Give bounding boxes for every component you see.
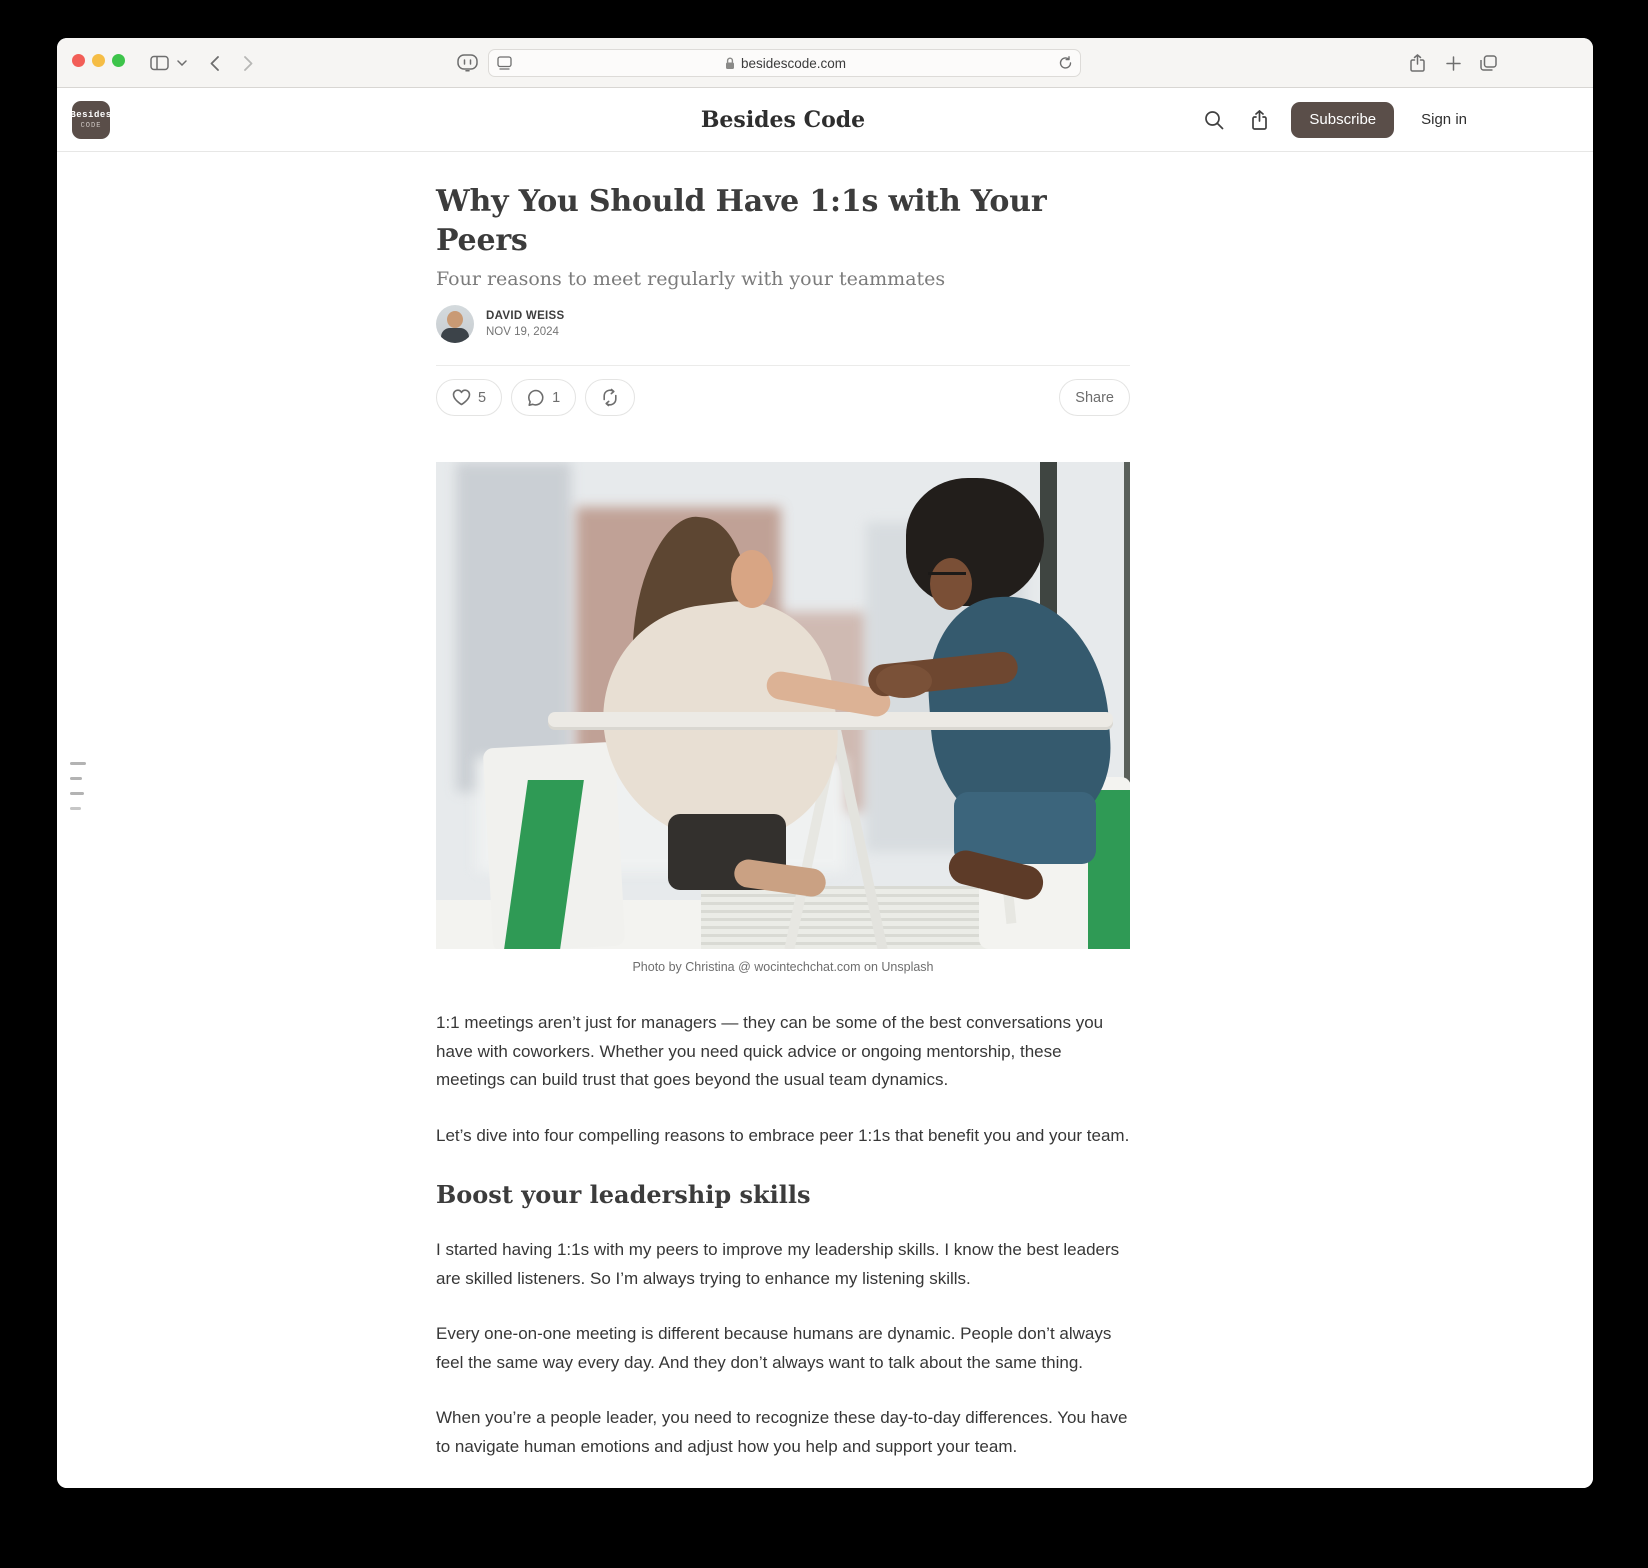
lock-icon (725, 57, 735, 70)
article (436, 152, 1130, 1461)
share-label: Share (1075, 389, 1114, 406)
close-window-button[interactable] (72, 54, 85, 67)
share-post-icon[interactable] (1246, 107, 1272, 133)
signin-link[interactable]: Sign in (1421, 111, 1467, 128)
paragraph: Every one-on-one meeting is different because humans are dynamic. People don’t always feel the same way every day. And they don’t always want to talk about the same thing. (436, 1324, 1112, 1372)
site-header (57, 88, 1593, 152)
right-person-face (930, 558, 972, 610)
hero-image (436, 462, 1130, 949)
avatar-body-shape (441, 328, 469, 343)
paragraph: I started having 1:1s with my peers to improve my leadership skills. I know the best leaders are skilled listeners. So I’m always trying to enhance my listening skills. (436, 1240, 1120, 1288)
url-text: besidescode.com (740, 55, 847, 71)
like-count: 5 (478, 389, 487, 406)
back-button[interactable] (200, 49, 228, 77)
post-subtitle: Four reasons to meet regularly with your teammates (436, 268, 946, 290)
refresh-icon[interactable] (1059, 56, 1072, 70)
restack-button[interactable] (585, 379, 635, 416)
post-title: Why You Should Have 1:1s with Your Peers (436, 184, 1047, 258)
image-caption[interactable]: Photo by Christina @ wocintechchat.com on Unsplash (632, 960, 934, 974)
author-avatar[interactable] (436, 305, 474, 343)
restack-icon (601, 388, 619, 407)
share-page-icon[interactable] (1403, 49, 1431, 77)
logo-line2: CODE (80, 122, 102, 130)
reader-icon[interactable] (497, 56, 512, 70)
site-logo[interactable] (72, 101, 110, 139)
post-date: NOV 19, 2024 (486, 326, 559, 338)
extension-icon[interactable] (453, 49, 481, 77)
comment-button[interactable] (511, 379, 576, 416)
new-tab-icon[interactable] (1439, 49, 1467, 77)
outline-indicator[interactable] (70, 762, 90, 822)
page-content (57, 152, 1593, 1488)
left-person-face (731, 550, 773, 608)
table (548, 712, 1113, 727)
address-bar[interactable] (488, 49, 1081, 77)
like-button[interactable] (436, 379, 502, 416)
browser-window (57, 38, 1593, 1488)
clasped-hands (876, 664, 932, 698)
tab-overview-icon[interactable] (1474, 49, 1502, 77)
browser-toolbar (57, 38, 1593, 88)
comment-icon (527, 389, 545, 407)
zoom-window-button[interactable] (112, 54, 125, 67)
subscribe-button[interactable]: Subscribe (1291, 102, 1394, 138)
logo-line1: Besides (70, 110, 112, 120)
right-person-glasses (928, 572, 966, 575)
paragraph: Let’s dive into four compelling reasons to embrace peer 1:1s that benefit you and your team. (436, 1125, 1130, 1145)
forward-button[interactable] (234, 49, 262, 77)
sidebar-icon[interactable] (145, 49, 173, 77)
heart-icon (452, 389, 471, 406)
chevron-down-icon[interactable] (174, 49, 190, 77)
engagement-row (436, 365, 1130, 416)
section-heading: Boost your leadership skills (436, 1180, 811, 1209)
paragraph: 1:1 meetings aren’t just for managers — they can be some of the best conversations you have with coworkers. Whether you need quick advice or ongoing mentorship, these meetings can build trust that goes beyond the usual team dynamics. (436, 1013, 1104, 1089)
avatar-head-shape (447, 311, 463, 328)
minimize-window-button[interactable] (92, 54, 105, 67)
author-row (436, 305, 1130, 343)
paragraph: When you’re a people leader, you need to recognize these day-to-day differences. You have to navigate human emotions and adjust how you help and support your team. (436, 1408, 1128, 1456)
share-button[interactable] (1059, 379, 1130, 416)
author-name[interactable]: DAVID WEISS (486, 310, 565, 322)
search-icon[interactable] (1201, 107, 1227, 133)
site-title[interactable]: Besides Code (700, 106, 866, 133)
comment-count: 1 (552, 389, 561, 406)
